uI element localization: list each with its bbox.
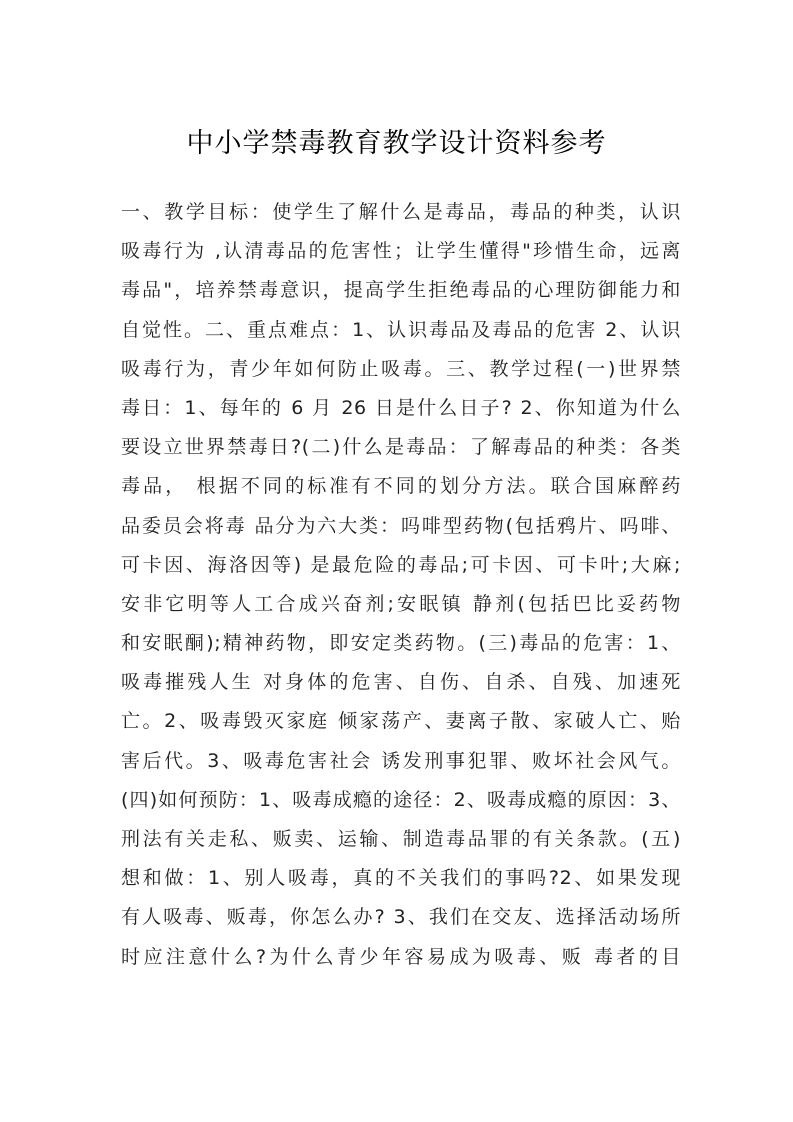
body-line: 可卡因、海洛因等) 是最危险的毒品;可卡因、可卡叶;大麻;: [121, 553, 681, 576]
document-body: [121, 193, 681, 977]
body-line: 吸毒行为 ,认清毒品的危害性；让学生懂得"珍惜生命，远离: [121, 240, 681, 263]
body-line: 刑法有关走私、贩卖、运输、制造毒品罪的有关条款。(五): [121, 828, 681, 850]
body-line: 要设立世界禁毒日?(二)什么是毒品：了解毒品的种类：各类: [121, 436, 681, 459]
body-line: 安非它明等人工合成兴奋剂;安眠镇 静剂(包括巴比妥药物: [121, 592, 681, 615]
body-line: 一、教学目标：使学生了解什么是毒品，毒品的种类，认识: [121, 201, 681, 223]
body-line: 时应注意什么?为什么青少年容易成为吸毒、贩 毒者的目: [121, 945, 681, 968]
body-line: 毒日：1、每年的 6 月 26 日是什么日子? 2、你知道为什么: [121, 396, 681, 419]
body-line: (四)如何预防：1、吸毒成瘾的途径：2、吸毒成瘾的原因：3、: [121, 788, 681, 811]
body-line: 有人吸毒、贩毒，你怎么办? 3、我们在交友、选择活动场所: [121, 906, 681, 929]
body-line: 害后代。3、吸毒危害社会 诱发刑事犯罪、败坏社会风气。: [121, 749, 681, 772]
document-title: 中小学禁毒教育教学设计资料参考: [186, 128, 607, 159]
body-line: 自觉性。二、重点难点：1、认识毒品及毒品的危害 2、认识: [121, 318, 681, 341]
body-line: 吸毒摧残人生 对身体的危害、自伤、自杀、自残、加速死: [121, 671, 681, 694]
body-line: 品委员会将毒 品分为六大类：吗啡型药物(包括鸦片、吗啡、: [121, 514, 681, 537]
body-line: 毒品， 根据不同的标准有不同的划分方法。联合国麻醉药: [121, 475, 681, 498]
body-line: 亡。2、吸毒毁灭家庭 倾家荡产、妻离子散、家破人亡、贻: [121, 710, 681, 733]
body-line: 和安眠酮);精神药物，即安定类药物。(三)毒品的危害：1、: [121, 632, 681, 655]
body-line: 想和做：1、别人吸毒，真的不关我们的事吗?2、如果发现: [121, 867, 681, 890]
body-line: 毒品"，培养禁毒意识，提高学生拒绝毒品的心理防御能力和: [121, 279, 681, 302]
body-line: 吸毒行为，青少年如何防止吸毒。三、教学过程(一)世界禁: [121, 357, 681, 380]
